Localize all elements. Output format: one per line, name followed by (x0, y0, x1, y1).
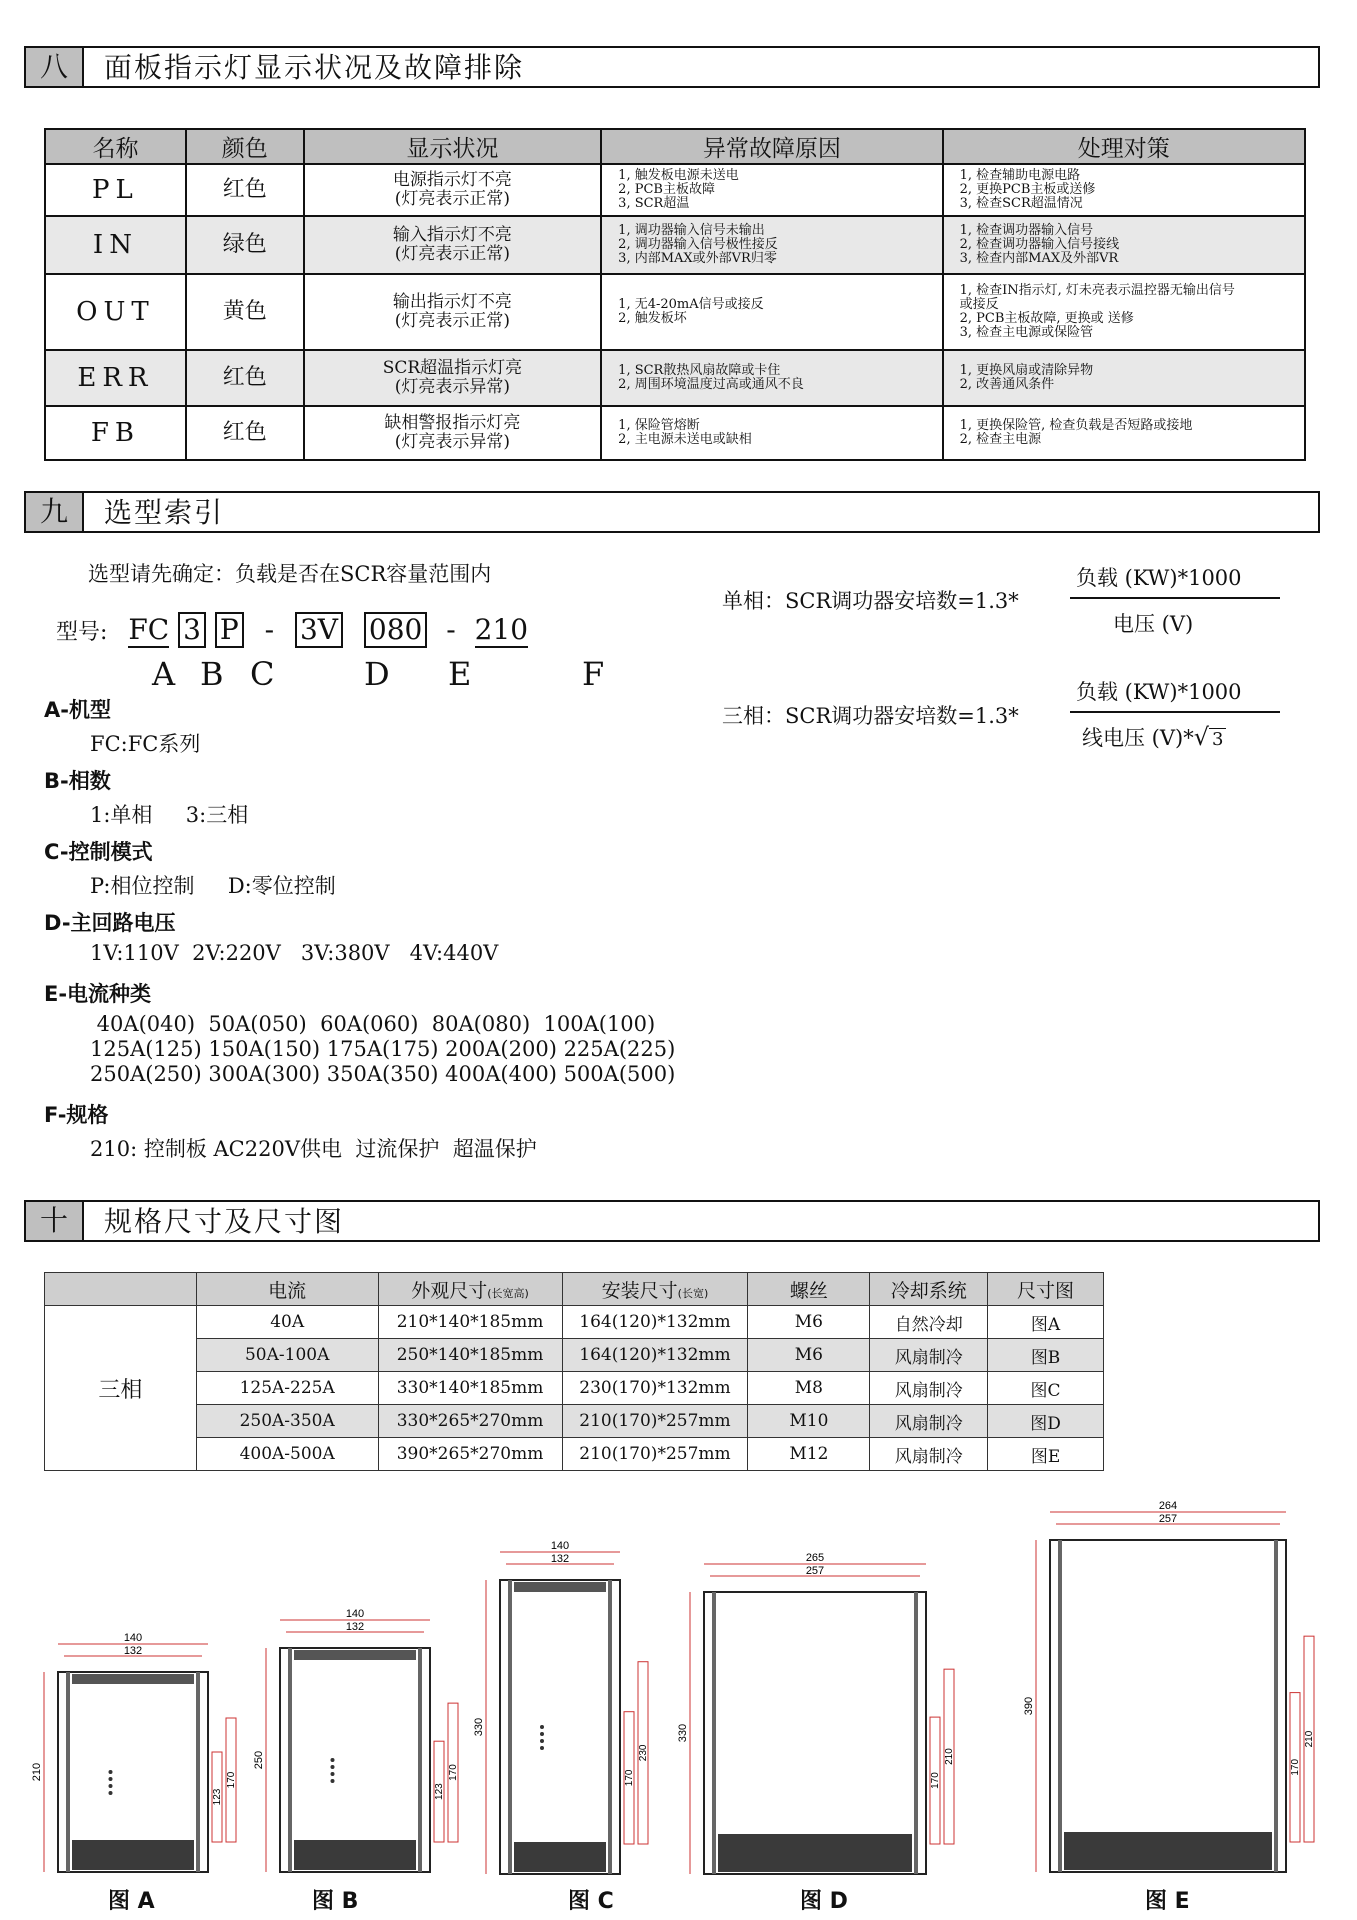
header-cell (45, 1273, 197, 1306)
formula-single-numerator: 负载 (KW)*1000 (1076, 566, 1242, 590)
denominator-text: 线电压 (V)* (1082, 726, 1194, 750)
indicator-color: 黄色 (186, 274, 304, 350)
section-9-header (24, 491, 1320, 533)
table-cell: 125A-225A (196, 1372, 378, 1405)
indicator-dot (540, 1725, 544, 1729)
model-dash: - (264, 613, 275, 646)
cause-line: 1, 保险管熔断 (618, 418, 700, 433)
cause-line: 3, SCR超温 (618, 196, 690, 211)
fraction-bar (1070, 711, 1280, 713)
table-cell: 图B (988, 1339, 1104, 1372)
option-values: 1:单相 3:三相 (90, 803, 249, 827)
spec-table (44, 1272, 1104, 1471)
enclosure-outline (704, 1592, 926, 1874)
side-rail (712, 1592, 716, 1874)
table-cell: M6 (748, 1306, 870, 1339)
table-cell: 390*265*270mm (378, 1438, 562, 1471)
table-cell: M8 (748, 1372, 870, 1405)
table-header-row (45, 1273, 1104, 1306)
status-line: (灯亮表示正常) (394, 311, 511, 331)
indicator-table (44, 128, 1306, 461)
header-cell (378, 1273, 562, 1306)
dim-height: 390 (1023, 1696, 1035, 1716)
dim-mount-inner: 123 (434, 1783, 445, 1800)
table-row (45, 274, 1305, 350)
model-label: 型号: (56, 620, 108, 645)
table-cell: 50A-100A (196, 1339, 378, 1372)
formula-single-prefix: 单相：SCR调功器安培数=1.3* (722, 589, 1019, 613)
indicator-code: OUT (45, 274, 186, 350)
table-cell: 400A-500A (196, 1438, 378, 1471)
status-line: (灯亮表示异常) (394, 432, 511, 452)
dim-mount-inner: 170 (624, 1769, 635, 1787)
option-heading: B-相数 (44, 769, 111, 793)
indicator-code: PL (45, 164, 186, 216)
indicator-status (304, 164, 601, 216)
option-heading: E-电流种类 (44, 982, 152, 1006)
header-cell (562, 1273, 748, 1306)
dim-width-outer: 264 (1158, 1500, 1178, 1512)
dimension-drawing-4 (1020, 1490, 1336, 1902)
section-title: 面板指示灯显示状况及故障排除 (104, 51, 525, 84)
dim-height: 330 (473, 1717, 485, 1737)
fault-cause (601, 274, 942, 350)
indicator-dot (109, 1784, 113, 1788)
table-cell: 164(120)*132mm (562, 1339, 748, 1372)
fix-line: 1, 更换风扇或清除异物 (959, 363, 1094, 378)
table-cell: 自然冷却 (870, 1306, 988, 1339)
table-cell: 210*140*185mm (378, 1306, 562, 1339)
fault-cause (601, 216, 942, 274)
fraction-bar (1070, 597, 1280, 599)
model-part-f: 210 (474, 613, 529, 646)
fault-fix (943, 350, 1305, 406)
dimension-drawings (0, 1500, 1357, 1920)
dim-width-inner: 257 (805, 1565, 825, 1577)
table-cell: 风扇制冷 (870, 1438, 988, 1471)
model-part-a: FC (128, 613, 170, 646)
header-text: 安装尺寸 (601, 1279, 678, 1302)
model-part-e: 080 (364, 612, 427, 648)
top-vent (294, 1650, 416, 1660)
section-number: 十 (26, 1202, 84, 1240)
dim-mount-outer: 170 (226, 1771, 237, 1789)
section-10-header (24, 1200, 1320, 1242)
table-cell: 330*265*270mm (378, 1405, 562, 1438)
dim-mount-inner: 170 (930, 1772, 941, 1789)
header-cell: 异常故障原因 (601, 129, 942, 164)
indicator-status (304, 406, 601, 460)
letter-c: C (250, 655, 275, 693)
dim-width-inner: 132 (550, 1553, 570, 1565)
indicator-dot (109, 1777, 113, 1781)
table-row (45, 1405, 1104, 1438)
header-cell: 电流 (196, 1273, 378, 1306)
figure-label: 图 B (312, 1889, 359, 1914)
header-note: (长宽高) (487, 1286, 529, 1300)
header-cell: 螺丝 (748, 1273, 870, 1306)
option-values: 125A(125) 150A(150) 175A(175) 200A(200) 225A(225) (90, 1037, 676, 1061)
option-heading: D-主回路电压 (44, 911, 176, 935)
table-row (45, 1372, 1104, 1405)
header-text: 外观尺寸 (411, 1279, 488, 1302)
phase-cell: 三相 (45, 1306, 197, 1471)
indicator-dot (331, 1779, 335, 1783)
model-dash: - (446, 613, 456, 646)
indicator-code: IN (45, 216, 186, 274)
fix-line: 1, 检查辅助电源电路 (959, 168, 1081, 183)
section-8-header (24, 46, 1320, 88)
table-cell: M6 (748, 1339, 870, 1372)
indicator-status (304, 350, 601, 406)
sqrt-icon: √ (1193, 723, 1210, 751)
indicator-dot (540, 1732, 544, 1736)
letter-b: B (200, 655, 224, 693)
header-cell: 颜色 (186, 129, 304, 164)
figure-label: 图 D (800, 1889, 848, 1914)
section-title: 选型索引 (104, 496, 225, 529)
side-rail (508, 1580, 512, 1874)
fault-fix (943, 274, 1305, 350)
header-cell: 名称 (45, 129, 186, 164)
fix-line: 2, 检查调功器输入信号接线 (959, 237, 1120, 252)
indicator-color: 红色 (186, 350, 304, 406)
table-cell: 250A-350A (196, 1405, 378, 1438)
cause-line: 1, 触发板电源未送电 (618, 168, 739, 183)
header-cell: 显示状况 (304, 129, 601, 164)
side-rail (418, 1648, 422, 1872)
section-title: 规格尺寸及尺寸图 (104, 1205, 345, 1238)
side-rail (1058, 1540, 1062, 1872)
cause-line: 1, 调功器输入信号未输出 (618, 223, 765, 238)
bottom-heatsink (72, 1840, 194, 1870)
dim-width-outer: 140 (345, 1608, 365, 1620)
cause-line: 2, 触发板坏 (618, 311, 687, 326)
indicator-dot (331, 1765, 335, 1769)
table-cell: 图D (988, 1405, 1104, 1438)
fix-line: 或接反 (959, 297, 999, 312)
dim-height: 210 (31, 1762, 43, 1782)
cause-line: 2, 周围环境温度过高或通风不良 (618, 377, 804, 392)
table-cell: 图A (988, 1306, 1104, 1339)
option-heading: F-规格 (44, 1103, 109, 1127)
cause-line: 2, PCB主板故障 (618, 182, 715, 197)
table-header-row (45, 129, 1305, 164)
table-cell: 图C (988, 1372, 1104, 1405)
indicator-dot (540, 1739, 544, 1743)
dim-height: 250 (253, 1750, 265, 1770)
fix-line: 1, 检查调功器输入信号 (959, 223, 1094, 238)
fix-line: 3, 检查内部MAX及外部VR (959, 251, 1119, 266)
status-line: 缺相警报指示灯亮 (384, 413, 521, 433)
side-rail (288, 1648, 292, 1872)
header-cell: 处理对策 (943, 129, 1305, 164)
selection-intro: 选型请先确定：负载是否在SCR容量范围内 (88, 562, 492, 586)
indicator-status (304, 216, 601, 274)
status-line: 输入指示灯不亮 (392, 225, 512, 245)
dim-mount-outer: 210 (944, 1748, 955, 1765)
dim-width-inner: 257 (1158, 1513, 1178, 1525)
fault-cause (601, 164, 942, 216)
option-values: FC:FC系列 (90, 732, 201, 756)
indicator-dot (109, 1770, 113, 1774)
table-row (45, 1306, 1104, 1339)
indicator-dot (109, 1791, 113, 1795)
table-cell: 164(120)*132mm (562, 1306, 748, 1339)
top-vent (514, 1582, 606, 1592)
table-cell: 330*140*185mm (378, 1372, 562, 1405)
header-cell: 尺寸图 (988, 1273, 1104, 1306)
fix-line: 1, 更换保险管, 检查负载是否短路或接地 (959, 418, 1193, 433)
enclosure-outline (1050, 1540, 1286, 1872)
cause-line: 1, SCR散热风扇故障或卡住 (618, 363, 781, 378)
formula-three-numerator: 负载 (KW)*1000 (1076, 680, 1242, 704)
dimension-drawing-0 (28, 1622, 258, 1902)
dim-width-inner: 132 (123, 1645, 143, 1657)
dim-height: 330 (677, 1723, 689, 1743)
table-row (45, 406, 1305, 460)
table-cell: M10 (748, 1405, 870, 1438)
table-cell: 210(170)*257mm (562, 1405, 748, 1438)
model-part-c: P (215, 612, 244, 648)
dim-width-outer: 140 (123, 1632, 143, 1644)
dim-mount-outer: 210 (1304, 1730, 1315, 1748)
indicator-color: 红色 (186, 406, 304, 460)
cause-line: 3, 内部MAX或外部VR归零 (618, 251, 777, 266)
enclosure-outline (500, 1580, 620, 1874)
table-cell: 230(170)*132mm (562, 1372, 748, 1405)
status-line: (灯亮表示正常) (394, 189, 511, 209)
table-cell: 210(170)*257mm (562, 1438, 748, 1471)
bottom-heatsink (718, 1834, 912, 1872)
side-rail (1274, 1540, 1278, 1872)
status-line: 电源指示灯不亮 (392, 170, 512, 190)
dimension-drawing-3 (674, 1542, 976, 1904)
section-number: 八 (26, 48, 84, 86)
figure-label: 图 A (108, 1889, 155, 1914)
table-row (45, 1438, 1104, 1471)
fix-line: 3, 检查SCR超温情况 (959, 196, 1083, 211)
option-values: 250A(250) 300A(300) 350A(350) 400A(400) 500A(500) (90, 1062, 676, 1086)
table-row (45, 1339, 1104, 1372)
side-rail (196, 1672, 200, 1872)
fault-fix (943, 164, 1305, 216)
bottom-heatsink (514, 1842, 606, 1872)
table-cell: 风扇制冷 (870, 1339, 988, 1372)
figure-label: 图 C (568, 1889, 614, 1914)
root-value: 3 (1209, 728, 1226, 750)
fault-fix (943, 406, 1305, 460)
dim-mount-outer: 170 (448, 1764, 459, 1781)
model-part-d: 3V (295, 612, 343, 648)
dimension-drawing-1 (250, 1598, 480, 1902)
table-row (45, 350, 1305, 406)
dim-mount-inner: 170 (1290, 1758, 1301, 1776)
table-cell: M12 (748, 1438, 870, 1471)
cause-line: 2, 主电源未送电或缺相 (618, 432, 752, 447)
section-number: 九 (26, 493, 84, 531)
letter-a: A (152, 655, 176, 693)
table-cell: 风扇制冷 (870, 1405, 988, 1438)
indicator-dot (331, 1772, 335, 1776)
option-values: P:相位控制 D:零位控制 (90, 874, 336, 898)
indicator-status (304, 274, 601, 350)
dim-width-inner: 132 (345, 1621, 365, 1633)
dimension-drawing-2 (470, 1530, 670, 1904)
option-heading: C-控制模式 (44, 840, 153, 864)
side-rail (66, 1672, 70, 1872)
indicator-code: ERR (45, 350, 186, 406)
bottom-heatsink (294, 1840, 416, 1870)
model-code (56, 612, 528, 648)
letter-e: E (448, 655, 472, 693)
fault-cause (601, 350, 942, 406)
enclosure-outline (280, 1648, 430, 1872)
top-vent (72, 1674, 194, 1684)
side-rail (608, 1580, 612, 1874)
dim-width-outer: 265 (805, 1552, 825, 1564)
cause-line: 2, 调功器输入信号极性接反 (618, 237, 778, 252)
table-cell: 250*140*185mm (378, 1339, 562, 1372)
header-cell: 冷却系统 (870, 1273, 988, 1306)
letter-f: F (582, 655, 605, 693)
option-values: 210: 控制板 AC220V供电 过流保护 超温保护 (90, 1137, 537, 1161)
cause-line: 1, 无4-20mA信号或接反 (618, 297, 764, 312)
letter-d: D (364, 655, 390, 693)
dim-mount-inner: 123 (212, 1788, 223, 1806)
table-cell: 40A (196, 1306, 378, 1339)
status-line: (灯亮表示正常) (394, 244, 511, 264)
indicator-color: 绿色 (186, 216, 304, 274)
fix-line: 2, 更换PCB主板或送修 (959, 182, 1096, 197)
indicator-color: 红色 (186, 164, 304, 216)
indicator-dot (331, 1758, 335, 1762)
fix-line: 2, 改善通风条件 (959, 377, 1055, 392)
status-line: 输出指示灯不亮 (392, 292, 512, 312)
indicator-dot (540, 1746, 544, 1750)
indicator-code: FB (45, 406, 186, 460)
fix-line: 2, PCB主板故障, 更换或 送修 (959, 311, 1134, 326)
fix-line: 2, 检查主电源 (959, 432, 1042, 447)
option-values: 1V:110V 2V:220V 3V:380V 4V:440V (90, 941, 499, 965)
header-note: (长宽) (677, 1286, 709, 1300)
fix-line: 1, 检查IN指示灯, 灯未亮表示温控器无输出信号 (959, 283, 1235, 298)
bottom-heatsink (1064, 1832, 1272, 1870)
option-values: 40A(040) 50A(050) 60A(060) 80A(080) 100A(100) (90, 1012, 656, 1036)
dim-mount-outer: 230 (638, 1744, 649, 1762)
fault-fix (943, 216, 1305, 274)
formula-three-denominator (1082, 722, 1226, 752)
status-line: (灯亮表示异常) (394, 377, 511, 397)
table-row (45, 164, 1305, 216)
formula-three-prefix: 三相：SCR调功器安培数=1.3* (722, 704, 1019, 728)
formula-single-denominator: 电压 (V) (1113, 612, 1194, 636)
dim-width-outer: 140 (550, 1540, 570, 1552)
figure-label: 图 E (1145, 1889, 1190, 1914)
status-line: SCR超温指示灯亮 (382, 358, 523, 378)
side-rail (914, 1592, 918, 1874)
table-cell: 风扇制冷 (870, 1372, 988, 1405)
model-part-b: 3 (178, 612, 206, 648)
option-heading: A-机型 (44, 698, 111, 722)
table-row (45, 216, 1305, 274)
table-cell: 图E (988, 1438, 1104, 1471)
fix-line: 3, 检查主电源或保险管 (959, 325, 1094, 340)
fault-cause (601, 406, 942, 460)
